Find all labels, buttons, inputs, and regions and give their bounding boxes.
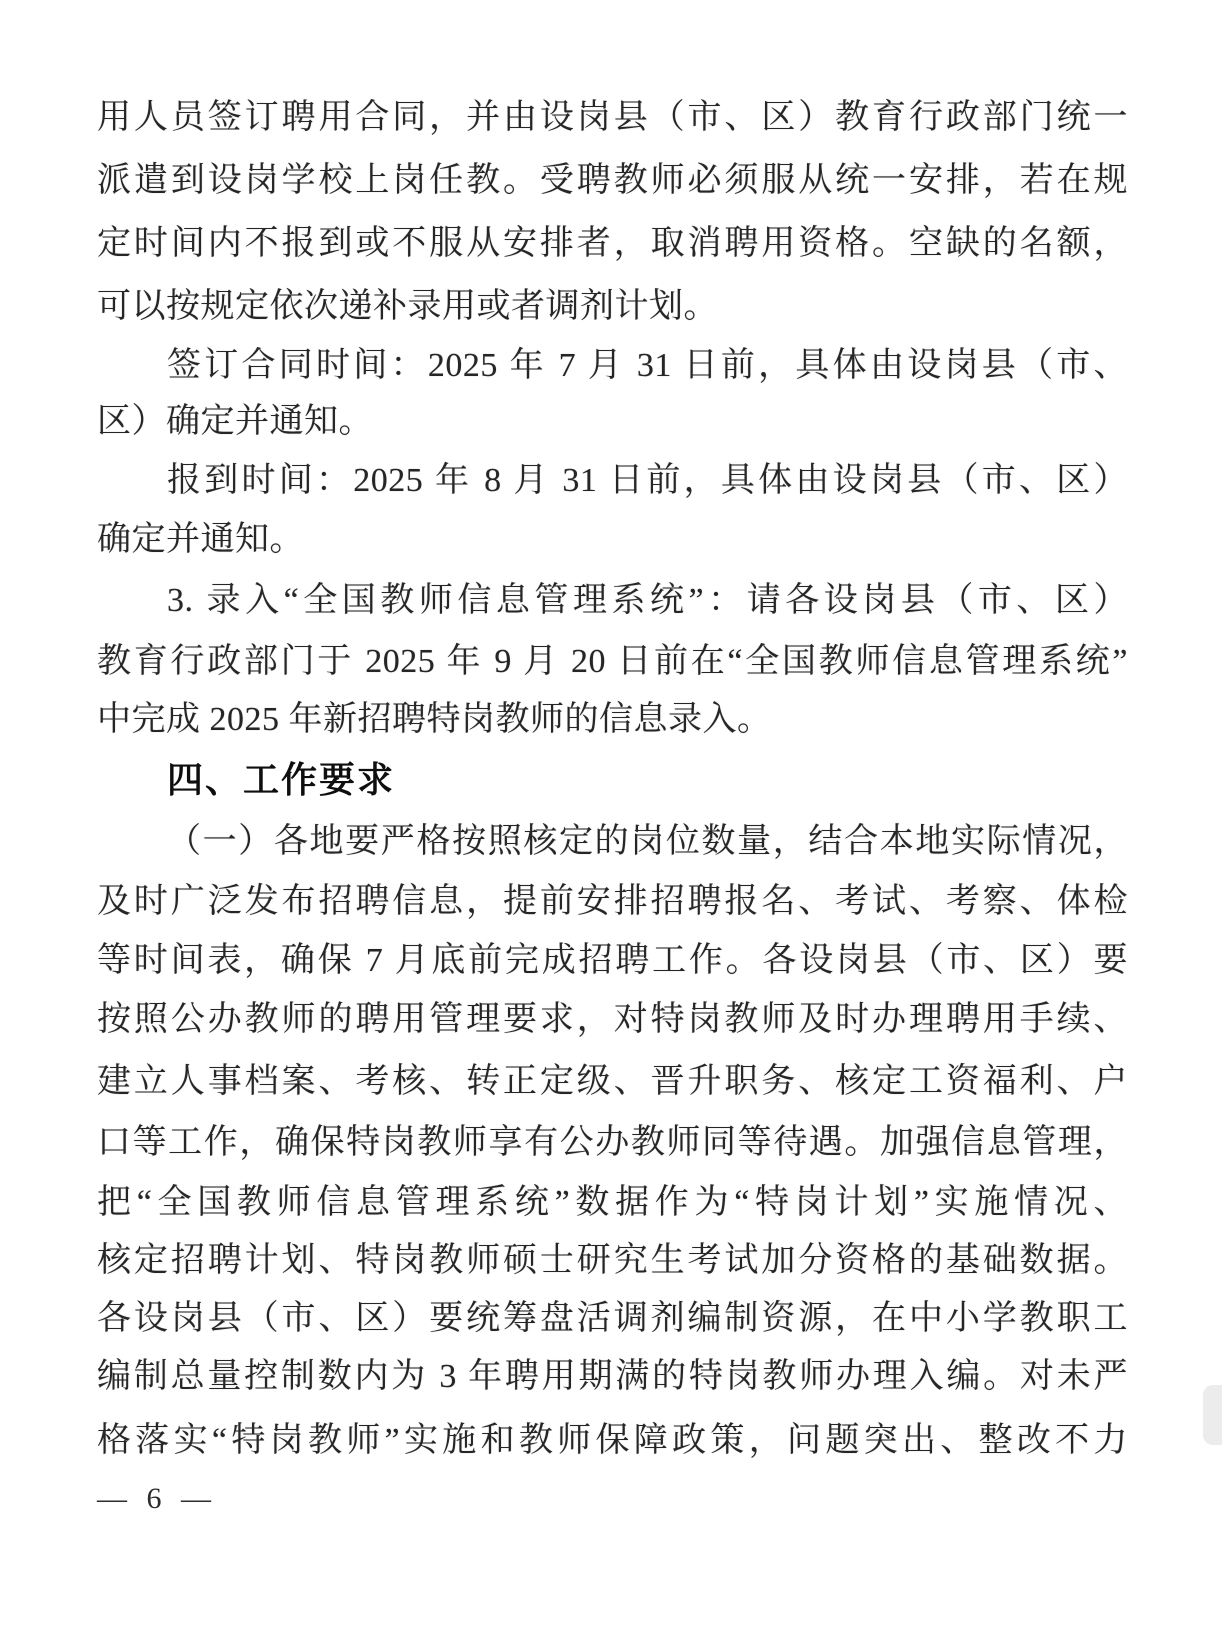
text-line: 中完成 2025 年新招聘特岗教师的信息录入。 (97, 701, 772, 738)
scrollbar-thumb[interactable] (1203, 1385, 1222, 1445)
section-heading: 四、工作要求 (167, 759, 396, 800)
text-line: 把“全国教师信息管理系统”数据作为“特岗计划”实施情况、 (97, 1184, 1128, 1221)
text-line: 建立人事档案、考核、转正定级、晋升职务、核定工资福利、户 (97, 1063, 1128, 1100)
text-line: 等时间表，确保 7 月底前完成招聘工作。各设岗县（市、区）要 (97, 942, 1128, 979)
text-line: 可以按规定依次递补录用或者调剂计划。 (97, 288, 718, 325)
text-line: 编制总量控制数内为 3 年聘用期满的特岗教师办理入编。对未严 (97, 1358, 1128, 1395)
text-line: 报到时间：2025 年 8 月 31 日前，具体由设岗县（市、区） (167, 462, 1128, 499)
text-line: 签订合同时间：2025 年 7 月 31 日前，具体由设岗县（市、 (167, 347, 1128, 384)
page-number: — 6 — (97, 1482, 217, 1515)
text-line: 按照公办教师的聘用管理要求，对特岗教师及时办理聘用手续、 (97, 1001, 1128, 1038)
text-line: 区）确定并通知。 (97, 403, 373, 440)
text-line: 格落实“特岗教师”实施和教师保障政策，问题突出、整改不力 (97, 1422, 1128, 1459)
text-line: 派遣到设岗学校上岗任教。受聘教师必须服从统一安排，若在规 (97, 162, 1128, 199)
text-line: 用人员签订聘用合同，并由设岗县（市、区）教育行政部门统一 (97, 99, 1128, 136)
text-line: 确定并通知。 (97, 521, 304, 558)
text-line: 及时广泛发布招聘信息，提前安排招聘报名、考试、考察、体检 (97, 883, 1128, 920)
text-line: （一）各地要严格按照核定的岗位数量，结合本地实际情况， (167, 823, 1128, 860)
text-line: 定时间内不报到或不服从安排者，取消聘用资格。空缺的名额， (97, 225, 1128, 262)
text-line: 核定招聘计划、特岗教师硕士研究生考试加分资格的基础数据。 (97, 1242, 1128, 1279)
text-line: 各设岗县（市、区）要统筹盘活调剂编制资源，在中小学教职工 (97, 1300, 1128, 1337)
text-line: 教育行政部门于 2025 年 9 月 20 日前在“全国教师信息管理系统” (97, 643, 1128, 680)
text-line: 3. 录入“全国教师信息管理系统”：请各设岗县（市、区） (167, 582, 1128, 619)
text-line: 口等工作，确保特岗教师享有公办教师同等待遇。加强信息管理， (97, 1124, 1128, 1161)
